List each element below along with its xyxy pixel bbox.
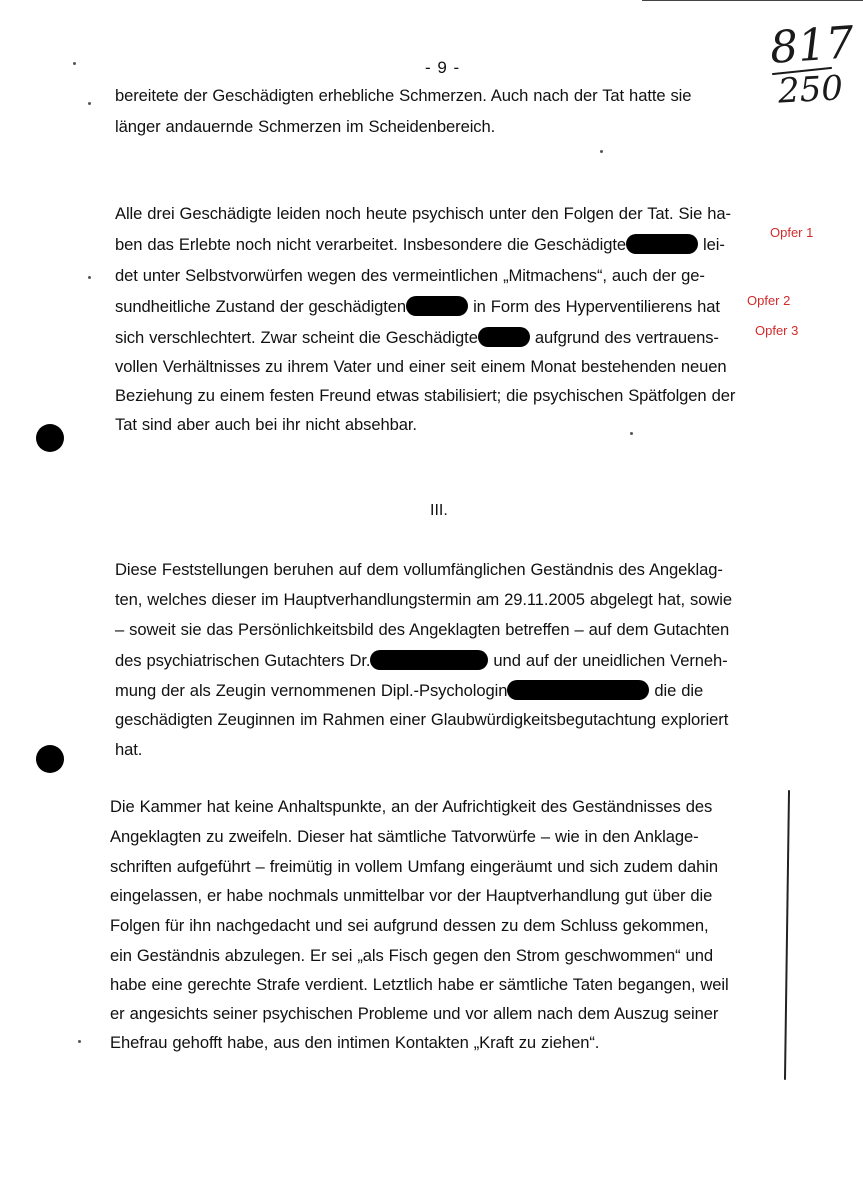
scan-speck [88, 276, 91, 279]
paragraph-3-line-4 [115, 650, 728, 671]
paragraph-2-line-5 [115, 327, 719, 348]
paragraph-1-line-1: bereitete der Geschädigten erhebliche Schmerzen. Auch nach der Tat hatte sie [115, 86, 692, 105]
paragraph-2-line-4-start: sundheitliche Zustand der geschädigten [115, 297, 407, 316]
paragraph-2-line-2 [115, 234, 725, 255]
page-number: - 9 - [425, 58, 461, 77]
paragraph-1-line-2: länger andauernde Schmerzen im Scheidenbereich. [115, 117, 496, 136]
margin-vertical-line [784, 790, 790, 1080]
scan-speck [73, 62, 76, 65]
scan-speck [600, 150, 603, 153]
paragraph-4-line-4: eingelassen, er habe nochmals unmittelbar vor der Hauptverhandlung gut über die [110, 886, 713, 905]
margin-note-opfer-2: Opfer 2 [747, 293, 791, 308]
scan-speck [88, 102, 91, 105]
paragraph-2-line-1: Alle drei Geschädigte leiden noch heute psychisch unter den Folgen der Tat. Sie ha- [115, 204, 731, 223]
scan-speck [630, 432, 633, 435]
paragraph-4-line-1: Die Kammer hat keine Anhaltspunkte, an der Aufrichtigkeit des Geständnisses des [110, 797, 713, 816]
punch-hole [36, 424, 64, 452]
paragraph-2-line-2-start: ben das Erlebte noch nicht verarbeitet. Insbesondere die Geschädigte [115, 235, 627, 254]
paragraph-3-line-5-end: die die [649, 681, 704, 700]
paragraph-4-line-5: Folgen für ihn nachgedacht und sei aufgrund dessen zu dem Schluss gekommen, [110, 916, 709, 935]
paragraph-3-line-7: hat. [115, 740, 143, 759]
paragraph-2-line-3: det unter Selbstvorwürfen wegen des vermeintlichen „Mitmachens“, auch der ge- [115, 266, 705, 285]
paragraph-4-line-2: Angeklagten zu zweifeln. Dieser hat sämtliche Tatvorwürfe – wie in den Anklage- [110, 827, 699, 846]
paragraph-2-line-7: Beziehung zu einem festen Freund etwas stabilisiert; die psychischen Spätfolgen der [115, 386, 736, 405]
paragraph-2-line-5-start: sich verschlechtert. Zwar scheint die Geschädigte [115, 328, 478, 347]
top-edge-rule [642, 0, 863, 1]
paragraph-3-line-2: ten, welches dieser im Hauptverhandlungstermin am 29.11.2005 abgelegt hat, sowie [115, 590, 732, 609]
paragraph-3-line-3: – soweit sie das Persönlichkeitsbild des Angeklagten betreffen – auf dem Gutachten [115, 620, 730, 639]
redaction-bar [478, 327, 530, 347]
handwritten-page-count: 250 [776, 68, 844, 112]
paragraph-3-line-6: geschädigten Zeuginnen im Rahmen einer Glaubwürdigkeitsbegutachtung exploriert [115, 710, 729, 729]
paragraph-4-line-8: er angesichts seiner psychischen Probleme und vor allem nach dem Auszug seiner [110, 1004, 719, 1023]
paragraph-3-line-1: Diese Feststellungen beruhen auf dem vollumfänglichen Geständnis des Angeklag- [115, 560, 723, 579]
paragraph-4-line-6: ein Geständnis abzulegen. Er sei „als Fisch gegen den Strom geschwommen“ und [110, 946, 713, 965]
redaction-bar [507, 680, 649, 700]
paragraph-3-line-5 [115, 680, 703, 701]
margin-note-opfer-1: Opfer 1 [770, 225, 814, 240]
paragraph-2-line-4 [115, 296, 720, 317]
paragraph-2-line-6: vollen Verhältnisses zu ihrem Vater und einer seit einem Monat bestehenden neuen [115, 357, 727, 376]
redaction-bar [406, 296, 468, 316]
redaction-bar [370, 650, 488, 670]
paragraph-3-line-4-start: des psychiatrischen Gutachters Dr. [115, 651, 371, 670]
redaction-bar [626, 234, 698, 254]
punch-hole [36, 745, 64, 773]
paragraph-3-line-4-end: und auf der uneidlichen Verneh- [488, 651, 728, 670]
paragraph-2-line-5-end: aufgrund des vertrauens- [529, 328, 719, 347]
paragraph-2-line-4-end: in Form des Hyperventilierens hat [468, 297, 720, 316]
paragraph-4-line-7: habe eine gerechte Strafe verdient. Letztlich habe er sämtliche Taten begangen, weil [110, 975, 729, 994]
paragraph-4-line-9: Ehefrau gehofft habe, aus den intimen Kontakten „Kraft zu ziehen“. [110, 1033, 600, 1052]
paragraph-4-line-3: schriften aufgeführt – freimütig in vollem Umfang eingeräumt und sich zudem dahin [110, 857, 718, 876]
paragraph-3-line-5-start: mung der als Zeugin vernommenen Dipl.-Psychologin [115, 681, 508, 700]
paragraph-2-line-8: Tat sind aber auch bei ihr nicht absehbar. [115, 415, 417, 434]
section-numeral: III. [430, 502, 448, 519]
margin-note-opfer-3: Opfer 3 [755, 323, 799, 338]
paragraph-2-line-2-end: lei- [698, 235, 725, 254]
scan-speck [78, 1040, 81, 1043]
handwritten-folio-number: 817 [768, 17, 856, 74]
